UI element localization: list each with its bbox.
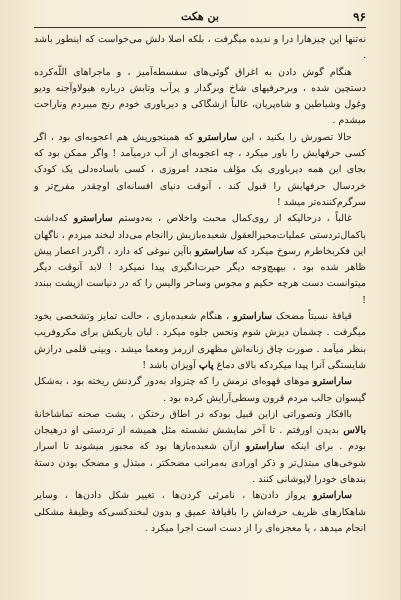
paragraph-text: نه‌تنها این چیزهارا درا و ندیده میگرفت ، بلکه اصلا دلش می‌خواست که اینطور باشد . [34,34,366,62]
page-header [34,6,366,28]
header-rule [34,27,366,28]
paragraph-text: موهای قهوه‌ای نرمش را که چترواد به‌دور گردنش ریخته بود ، به‌شکل گیسوان جالب مردم قرون وسطی‌آرایش کرده بود . [34,376,366,404]
paragraph-text: که همینجوریش هم اعجوبه‌ای بود ، اگر کسی حرفهایش را باور میکرد ، چه اعجوبه‌ای از آب درمیآمد ! واگر ممکن بود که بجای این همه دیرباوری بک مؤلف متجدد امروزی ، کسی باساده‌دلی یک کودک خردسال حرفهایش را قبول کند ، آنوقت دنیای افسانه‌ای اوچقدر مفرح‌تر و سرگرم‌کننده‌تر میشد ! [34,131,366,208]
paragraph [34,407,366,488]
emphasized-name: ساراسترو [245,441,285,453]
paragraph-text: هنگام گوش دادن به اغراق گوئی‌های سفسطه‌آمیز ، و ماجراهای اللّه‌کرده دستچین شده ، وبرحرفیهای شاخ وبرگدار و پرآب وتابش درباره هیولاوآجنه ودیو وغول وشیاطین و شاه‌پریان، غالباً ازشگاکی و دیرباوری خودم رنج میبردم وناراحت میشدم . [34,66,366,127]
emphasized-name: پاپ [198,359,214,371]
paragraph-text: غالباً ، درحالیکه از روی‌کمال محبت واخلاص ، به‌دوستم [112,213,352,225]
emphasized-name: ساراسترو [312,376,352,388]
paragraph-text: باآین نبوغی که دارد ، اگردر اعصار پیش ظاهر شده بود ، بیهیچ‌وجه دیگر حیرت‌انگیزی پیدا نمیکرد ! لابد آنوقت دیگر میتوانست دست هرچه حکیم و مجوس وساحر والیس را که در دنیاست ازپشت ببندد ! [34,245,366,306]
paragraph-text: بدیدن اورفتم . تا آخر نمایشش نشسته مثل همیشه از تردستی او درهیجان بودم . برای اینکه [34,425,366,453]
paragraph-text: که‌داشت باکمال‌تردستی عملیات‌محیرالعقول شعبده‌بازیش راانجام می‌داد لبخند میزدم ، ناگهان این فکربخاطرم رسوخ میکرد که [34,213,366,257]
emphasized-name: ساراسترو [233,311,273,323]
paragraph-text: حالا تصورش را بکنید ، این [237,131,352,143]
paragraph [34,488,366,537]
paragraph [34,65,366,130]
paragraph-text: ، هنگام شعبده‌بازی ، حالت تمایز وتشخصی بخود میگرفت . چشمان دیزش شوم ونحس جلوه میکرد . لبان باریکش برای مکروفریب بنظر میآمد . صورت چاق زنانه‌اش مظهری ازرمز ومعما میشد . وبینی قلمی درازش شایستگی آنرا پیدا میکردکه بالای دماغ [34,311,366,371]
running-title: بن هکت [181,10,219,23]
paragraph [34,32,366,65]
paragraph-text: آویزان باشد ! [142,359,199,371]
emphasized-name: ساراسترو [198,131,238,143]
paragraph [34,211,366,309]
paragraph [34,309,366,374]
page-number: ۹۶ [353,10,366,24]
paragraph-text: ازآن شعبده‌بازها بود که مجبور میشوند تا اسرار شوخی‌های مبتذل‌تر و ذکر اورادی به‌مراتب مضحکتر ، مبتذل و مضحک بودن دستهٔ بندهای خودرا لاپوشانی کنند . [34,441,366,486]
paragraph [34,374,366,407]
paragraph-text: باافکار وتصوراتی ازاین قبیل بودکه در اطاق رختکن ، پشت صحنه تماشاخانهٔ [34,408,352,420]
paragraph-text: پرواز دادن‌ها ، نامرئی کردن‌ها ، تغییر شکل دادن‌ها ، وسایر شاهکارهای ظریف حرفه‌اش را باقیافهٔ عمیق و بدون لبخندکسی‌که وظیفهٔ مشکلی انجام میدهد ، یا معجزه‌ای را از دست است اجرا میکرد . [34,490,366,534]
emphasized-name: ساراسترو [195,245,235,257]
paragraph [34,130,366,211]
emphasized-name: ساراسترو [312,490,352,502]
paragraph-text: قیافهٔ نسبتاً مضحک [272,311,353,323]
emphasized-name: ساراسترو [73,213,113,225]
body-text [34,32,366,590]
emphasized-name: بالاس [343,425,366,437]
